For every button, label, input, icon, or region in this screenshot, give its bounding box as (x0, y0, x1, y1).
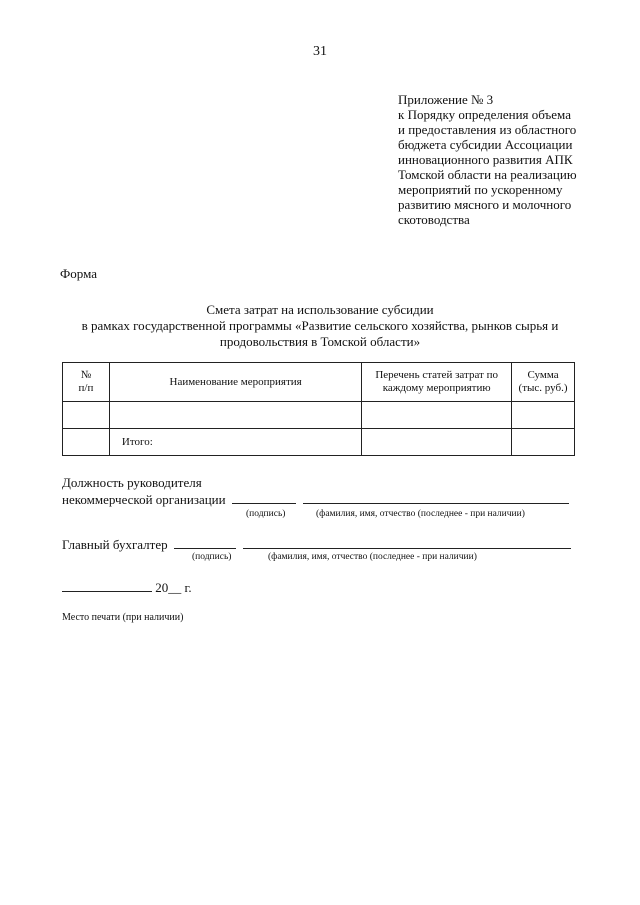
cell-number[interactable] (63, 429, 110, 456)
title-line: в рамках государственной программы «Развитие сельского хозяйства, рынков сырья и (81, 318, 559, 333)
accountant-signature-field[interactable] (174, 537, 236, 549)
header-sum: Сумма (тыс. руб.) (512, 363, 575, 402)
appendix-line: бюджета субсидии Ассоциации (398, 137, 573, 152)
header-activity-name: Наименование мероприятия (109, 363, 361, 402)
head-signature-field[interactable] (232, 492, 296, 504)
accountant-signature-caption: (подпись) (192, 552, 232, 562)
table-header-row (63, 363, 575, 402)
accountant-name-field[interactable] (243, 537, 571, 549)
date-field[interactable] (62, 580, 152, 592)
cell-sum[interactable] (512, 402, 575, 429)
head-org-label: некоммерческой организации (62, 492, 226, 507)
stamp-place-label: Место печати (при наличии) (62, 612, 184, 623)
date-year: 20__ г. (155, 580, 192, 595)
appendix-block (398, 92, 613, 227)
appendix-line: Томской области на реализацию (398, 167, 577, 182)
title-line: продовольствия в Томской области» (219, 334, 421, 349)
appendix-line: развитию мясного и молочного (398, 197, 572, 212)
date-line (62, 580, 192, 596)
head-org-line (62, 492, 569, 508)
table-row-total (63, 429, 575, 456)
cell-activity-name[interactable] (109, 402, 361, 429)
title-line: Смета затрат на использование субсидии (206, 302, 434, 317)
appendix-line: скотоводства (398, 212, 470, 227)
table-row (63, 402, 575, 429)
head-name-field[interactable] (303, 492, 569, 504)
cost-estimate-table (62, 362, 575, 456)
accountant-name-caption: (фамилия, имя, отчество (последнее - при наличии) (268, 552, 477, 562)
head-name-caption: (фамилия, имя, отчество (последнее - при наличии) (316, 509, 525, 519)
cell-cost-items[interactable] (362, 429, 512, 456)
head-signature-caption: (подпись) (246, 509, 286, 519)
document-title (40, 302, 600, 350)
header-cost-items: Перечень статей затрат по каждому мероприятию (362, 363, 512, 402)
cell-total-label: Итого: (109, 429, 361, 456)
appendix-line: мероприятий по ускоренному (398, 182, 563, 197)
accountant-label: Главный бухгалтер (62, 537, 168, 552)
page-number: 31 (313, 44, 327, 59)
appendix-line: Приложение № 3 (398, 92, 494, 107)
appendix-line: к Порядку определения объема (398, 107, 571, 122)
cell-sum[interactable] (512, 429, 575, 456)
head-position-label: Должность руководителя (62, 475, 202, 490)
accountant-line (62, 537, 571, 553)
cell-number[interactable] (63, 402, 110, 429)
form-label: Форма (60, 266, 97, 281)
appendix-line: инновационного развития АПК (398, 152, 573, 167)
cell-cost-items[interactable] (362, 402, 512, 429)
header-number: № п/п (63, 363, 110, 402)
appendix-line: и предоставления из областного (398, 122, 577, 137)
